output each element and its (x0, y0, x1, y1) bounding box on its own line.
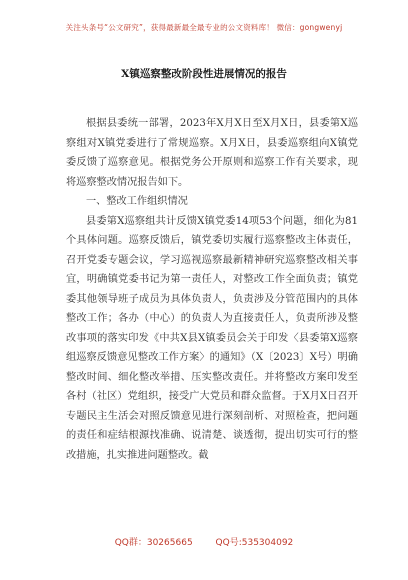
document-title: X镇巡察整改阶段性进展情况的报告 (121, 68, 287, 80)
section-paragraph: 县委第X巡察组共计反馈X镇党委14项53个问题，细化为81个具体问题。巡察反馈后，镇党委切实履行巡察整改主体责任，召开党委专题会议，学习巡视巡察最新精神研究巡察整改相关事宜，明确镇党委书记为第一责任人，对整改工作全面负责；镇党委其他领导班子成员为具体负责人，负责涉及分管范围内的具体整改工作；各办（中心）的负责人为直接责任人，负责所涉及整改事项的落实印发《中共X县X镇委员会关于印发〈县委第X巡察组巡察反馈意见整改工作方案〉的通知》（X〔2023〕X号）明确整改时间、细化整改举措、压实整改责任。并将整改方案印发至各村（社区）党组织，接受广大党员和群众监督。于X月X日召开专题民主生活会对照反馈意见进行深刻剖析、对照检查，把问题的责任和症结根源找准确、说清楚、谈透彻，提出切实可行的整改措施，扎实推进问题整改。截 (66, 215, 358, 461)
section-heading: 一、整改工作组织情况 (86, 196, 188, 207)
document-body (66, 114, 358, 465)
qq-number: QQ号:535304092 (215, 538, 294, 548)
footer-contact (0, 535, 408, 548)
intro-paragraph: 根据县委统一部署，2023年X月X日至X月X日，县委第X巡察组对X镇党委进行了常规巡察。X月X日，县委巡察组向X镇党委反馈了巡察意见。根据党务公开原则和巡察工作有关要求，现将巡察整改情况报告如下。 (66, 118, 358, 188)
qq-group: QQ群：30265665 (114, 538, 193, 548)
header-promo-note: 关注头条号“公文研究”，获得最新最全最专业的公文资料库！ 微信：gongwenyj (65, 23, 343, 32)
